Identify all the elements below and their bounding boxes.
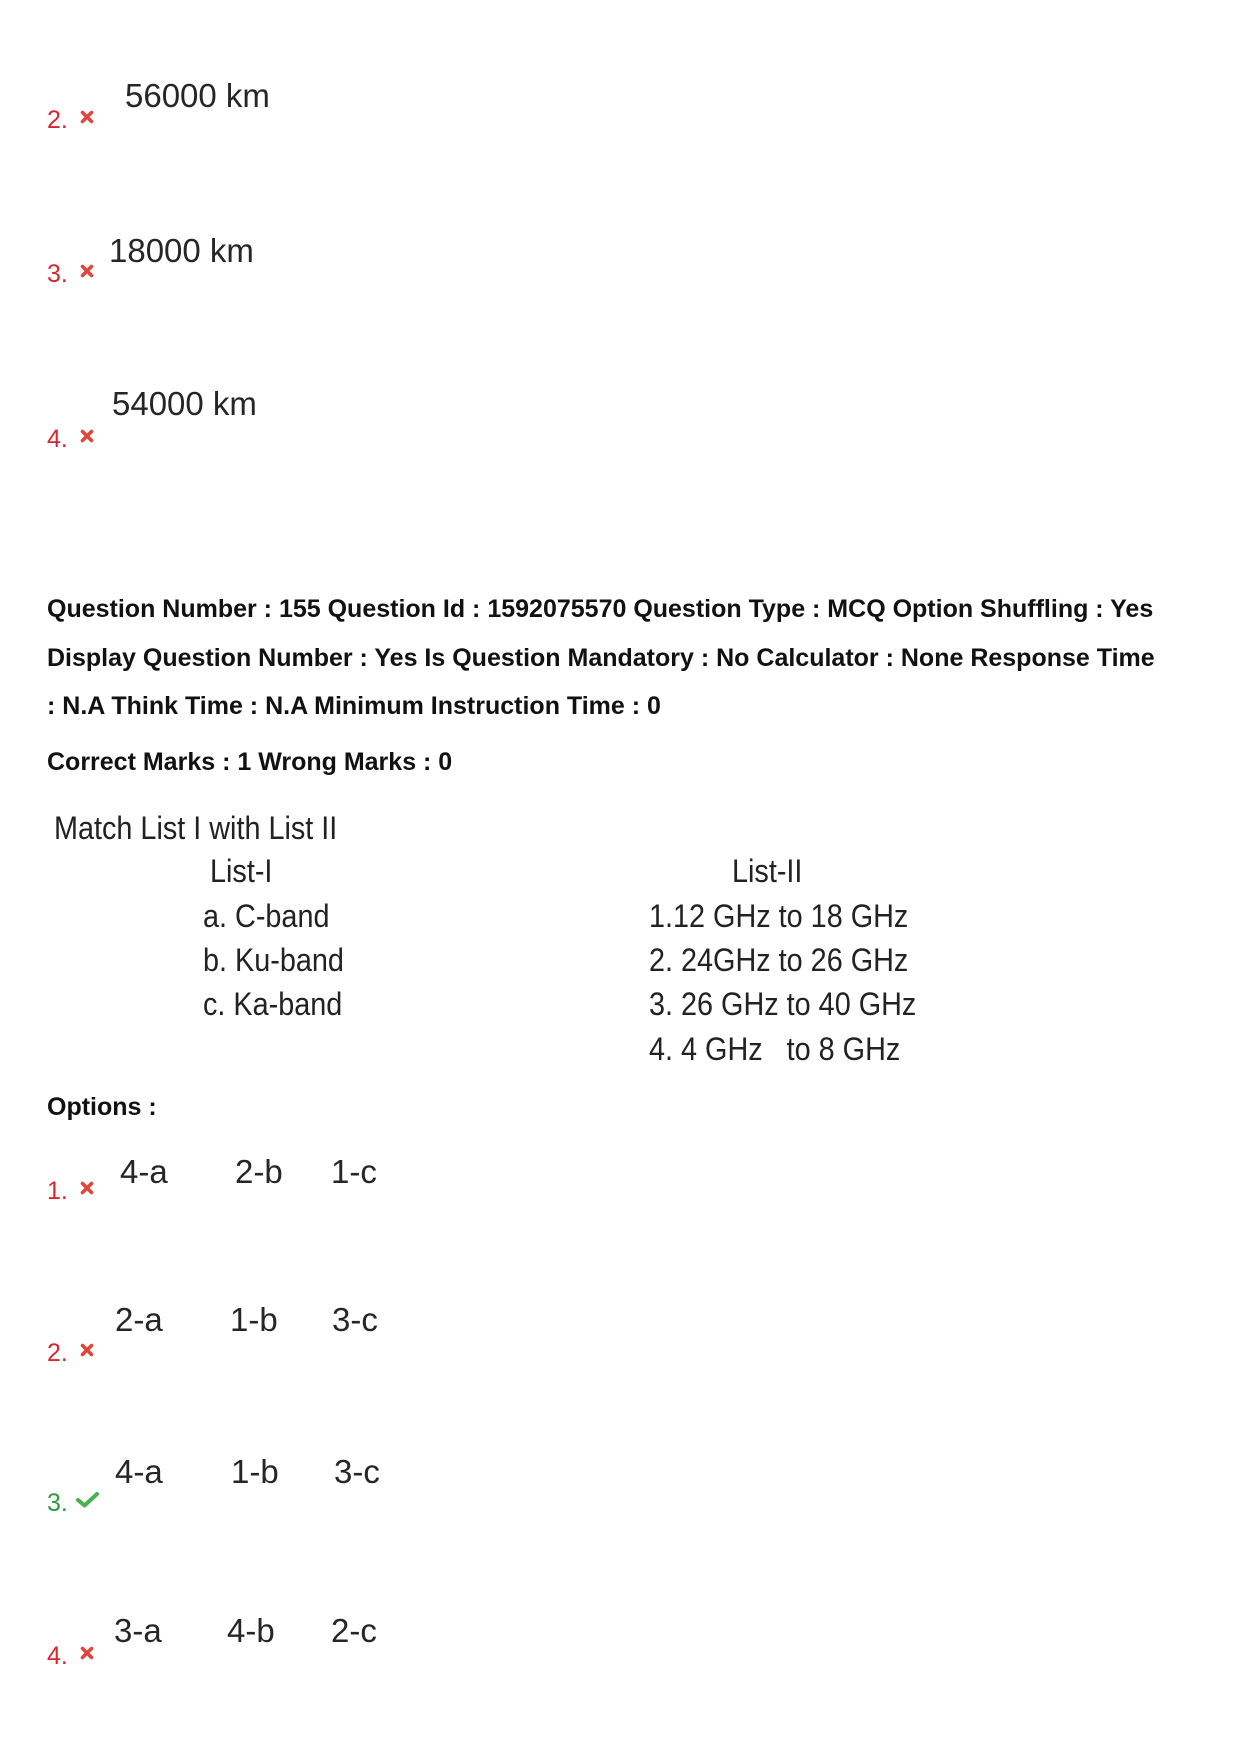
option-number: 1.	[47, 1177, 68, 1205]
option-marker	[47, 262, 107, 288]
option-row	[0, 1614, 1240, 1674]
cross-icon	[80, 264, 94, 278]
option-marker	[47, 1179, 107, 1205]
option-row	[0, 79, 1240, 139]
option-part: 2-c	[331, 1612, 377, 1649]
option-marker	[47, 108, 107, 134]
option-part: 3-a	[114, 1612, 162, 1649]
option-part: 2-b	[235, 1153, 283, 1190]
cross-icon	[80, 1181, 94, 1195]
option-number: 3.	[47, 1489, 68, 1517]
option-marker	[47, 1491, 107, 1517]
list-ii-item: 2. 24GHz to 26 GHz	[649, 942, 909, 978]
option-marker	[47, 427, 107, 453]
cross-icon	[80, 1343, 94, 1357]
list-i-item: c. Ka-band	[203, 986, 343, 1022]
options-label: Options :	[47, 1093, 157, 1121]
cross-icon	[80, 1646, 94, 1660]
list-ii-item: 4. 4 GHz to 8 GHz	[649, 1031, 901, 1067]
option-text: 18000 km	[109, 232, 254, 269]
option-row	[0, 1155, 1240, 1215]
option-part: 1-c	[331, 1153, 377, 1190]
list-ii-item: 1.12 GHz to 18 GHz	[649, 898, 909, 934]
option-number: 4.	[47, 425, 68, 453]
check-icon	[75, 1491, 100, 1508]
cross-icon	[80, 429, 94, 443]
cross-icon	[80, 110, 94, 124]
option-marker	[47, 1644, 107, 1670]
option-part: 4-a	[120, 1153, 168, 1190]
question-meta-line: Display Question Number : Yes Is Question Mandatory : No Calculator : None Response Time	[47, 644, 1155, 672]
question-meta-line: : N.A Think Time : N.A Minimum Instruction Time : 0	[47, 692, 661, 720]
marks-line: Correct Marks : 1 Wrong Marks : 0	[47, 748, 453, 776]
option-row	[0, 1455, 1240, 1515]
option-number: 3.	[47, 260, 68, 288]
option-number: 2.	[47, 1339, 68, 1367]
option-row	[0, 1301, 1240, 1367]
option-part: 3-c	[334, 1453, 380, 1490]
list-i-header: List-I	[210, 853, 273, 889]
option-marker	[47, 1341, 107, 1367]
question-instruction: Match List I with List II	[54, 810, 338, 846]
list-i-item: b. Ku-band	[203, 942, 344, 978]
option-text: 54000 km	[112, 385, 257, 422]
list-ii-header: List-II	[732, 853, 803, 889]
option-text: 56000 km	[125, 77, 270, 114]
list-ii-item: 3. 26 GHz to 40 GHz	[649, 986, 917, 1022]
option-part: 3-c	[332, 1301, 378, 1338]
option-part: 1-b	[231, 1453, 279, 1490]
option-part: 4-a	[115, 1453, 163, 1490]
option-row	[0, 385, 1240, 453]
option-part: 2-a	[115, 1301, 163, 1338]
option-part: 1-b	[230, 1301, 278, 1338]
option-number: 4.	[47, 1642, 68, 1670]
list-i-item: a. C-band	[203, 898, 330, 934]
option-row	[0, 234, 1240, 294]
option-number: 2.	[47, 106, 68, 134]
option-part: 4-b	[227, 1612, 275, 1649]
question-meta-line: Question Number : 155 Question Id : 1592075570 Question Type : MCQ Option Shuffling : Yes	[47, 595, 1154, 623]
